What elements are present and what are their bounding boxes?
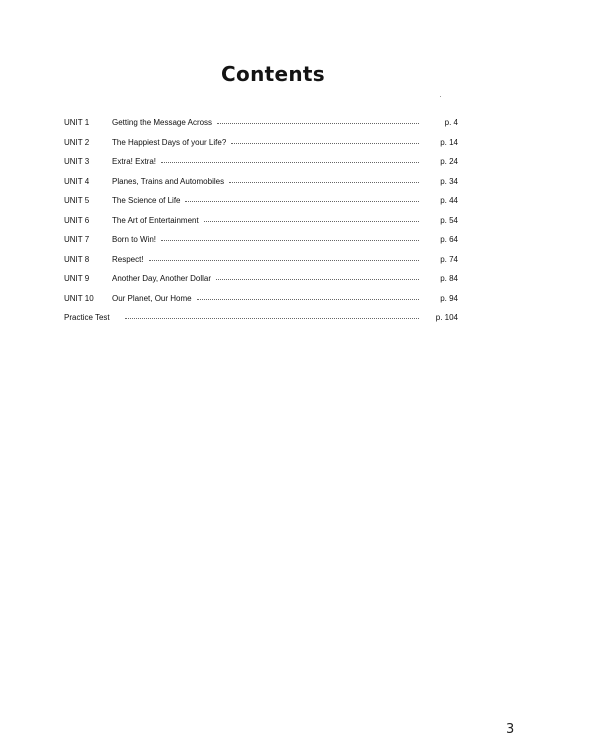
page-ref: p. 24: [440, 157, 458, 166]
page-ref: p. 94: [440, 293, 458, 303]
page-ref: p. 4: [444, 118, 458, 127]
page-number: 3: [506, 722, 515, 737]
unit-label: UNIT 6: [64, 215, 90, 225]
toc-row-unit-8[interactable]: [64, 255, 458, 275]
unit-label: UNIT 2: [64, 137, 90, 147]
table-of-contents: [64, 118, 458, 333]
dot-leader: [149, 260, 419, 261]
page-title: Contents: [221, 62, 325, 86]
unit-title: The Happiest Days of your Life?: [112, 137, 227, 147]
toc-row-unit-6[interactable]: [64, 216, 458, 236]
toc-row-unit-4[interactable]: [64, 177, 458, 197]
dot-leader: [161, 240, 419, 241]
toc-row-unit-3[interactable]: [64, 157, 458, 177]
unit-label: UNIT 7: [64, 235, 90, 244]
unit-title: Getting the Message Across: [112, 118, 213, 127]
page-ref: p. 64: [440, 235, 458, 244]
page-ref: p. 34: [440, 176, 458, 186]
toc-row-unit-7[interactable]: [64, 235, 458, 255]
toc-row-unit-2[interactable]: [64, 138, 458, 158]
toc-row-unit-10[interactable]: [64, 294, 458, 314]
toc-row-unit-5[interactable]: [64, 196, 458, 216]
dot-leader: [217, 123, 419, 124]
unit-title: Our Planet, Our Home: [112, 293, 192, 303]
dot-leader: [229, 182, 419, 183]
unit-label: UNIT 5: [64, 196, 90, 205]
dot-leader: [161, 162, 419, 163]
page-ref: p. 84: [440, 274, 458, 283]
toc-row-unit-1[interactable]: [64, 118, 458, 138]
dot-leader: [197, 299, 419, 300]
dot-leader: [185, 201, 419, 202]
dot-leader: [204, 221, 419, 222]
unit-label: UNIT 1: [64, 118, 90, 127]
dot-leader: [231, 143, 419, 144]
unit-title: Respect!: [112, 254, 144, 264]
toc-row-unit-9[interactable]: [64, 274, 458, 294]
unit-title: Planes, Trains and Automobiles: [112, 176, 225, 186]
unit-label: UNIT 10: [64, 293, 94, 303]
unit-title: Another Day, Another Dollar: [112, 274, 212, 283]
dot-leader: [125, 318, 419, 319]
unit-label: UNIT 4: [64, 176, 90, 186]
unit-label: UNIT 9: [64, 274, 90, 283]
unit-label: UNIT 3: [64, 157, 90, 166]
page-ref: p. 14: [440, 137, 458, 147]
unit-title: Extra! Extra!: [112, 157, 157, 166]
unit-title: Born to Win!: [112, 235, 157, 244]
dot-leader: [216, 279, 419, 280]
unit-title: The Art of Entertainment: [112, 215, 199, 225]
toc-row-practice-test[interactable]: [64, 313, 458, 333]
page-ref: p. 74: [440, 254, 458, 264]
page-ref: p. 104: [435, 313, 458, 322]
unit-label: UNIT 8: [64, 254, 90, 264]
page-ref: p. 54: [440, 215, 458, 225]
unit-title: The Science of Life: [112, 196, 181, 205]
page-ref: p. 44: [440, 196, 458, 205]
practice-test-label: Practice Test: [64, 313, 110, 322]
scan-speck: [440, 96, 441, 97]
